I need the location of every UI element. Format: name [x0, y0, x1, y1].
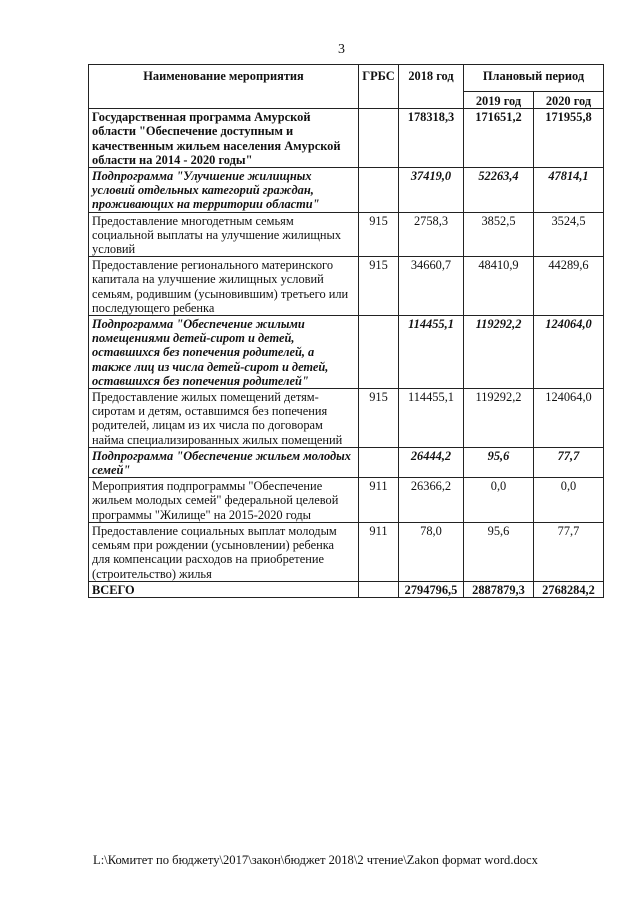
header-planned-period: Плановый период — [464, 65, 604, 92]
row-2020: 3524,5 — [534, 212, 604, 257]
total-2018: 2794796,5 — [399, 581, 464, 597]
row-2019: 119292,2 — [464, 389, 534, 448]
row-name: Подпрограмма "Обеспечение жильем молодых семей" — [89, 447, 359, 477]
budget-table — [88, 64, 604, 598]
row-grbs — [359, 109, 399, 168]
row-2019: 95,6 — [464, 447, 534, 477]
table-row — [89, 389, 604, 448]
total-label: ВСЕГО — [89, 581, 359, 597]
row-2018: 34660,7 — [399, 257, 464, 316]
row-2019: 3852,5 — [464, 212, 534, 257]
row-2020: 77,7 — [534, 447, 604, 477]
row-2020: 0,0 — [534, 478, 604, 523]
row-2019: 95,6 — [464, 522, 534, 581]
header-2018: 2018 год — [399, 65, 464, 109]
row-name: Мероприятия подпрограммы "Обеспечение жильем молодых семей" федеральной целевой программы "Жилище" на 2015-2020 годы — [89, 478, 359, 523]
row-2019: 52263,4 — [464, 168, 534, 213]
row-2018: 178318,3 — [399, 109, 464, 168]
header-2019: 2019 год — [464, 92, 534, 109]
header-name: Наименование мероприятия — [89, 65, 359, 109]
total-grbs — [359, 581, 399, 597]
row-grbs: 911 — [359, 478, 399, 523]
row-name: Предоставление социальных выплат молодым семьям при рождении (усыновлении) ребенка для компенсации расходов на приобретение (строительство) жилья — [89, 522, 359, 581]
row-grbs: 915 — [359, 212, 399, 257]
header-2020: 2020 год — [534, 92, 604, 109]
total-row — [89, 581, 604, 597]
row-2020: 171955,8 — [534, 109, 604, 168]
row-2018: 26444,2 — [399, 447, 464, 477]
table-row — [89, 257, 604, 316]
row-2018: 78,0 — [399, 522, 464, 581]
table-row — [89, 522, 604, 581]
page-number: 3 — [338, 42, 345, 57]
row-grbs — [359, 168, 399, 213]
row-2019: 48410,9 — [464, 257, 534, 316]
row-grbs: 911 — [359, 522, 399, 581]
header-grbs: ГРБС — [359, 65, 399, 109]
row-name: Предоставление жилых помещений детям-сиротам и детям, оставшимся без попечения родителей, лицам из их числа по договорам найма специализированных жилых помещений — [89, 389, 359, 448]
row-grbs — [359, 447, 399, 477]
row-2018: 37419,0 — [399, 168, 464, 213]
row-name: Подпрограмма "Обеспечение жилыми помещениями детей-сирот и детей, оставшихся без попечения родителей, а также лиц из числа детей-сирот и детей, оставшихся без попечения родителей" — [89, 316, 359, 389]
table-row — [89, 109, 604, 168]
total-2019: 2887879,3 — [464, 581, 534, 597]
row-name: Предоставление многодетным семьям социальной выплаты на улучшение жилищных условий — [89, 212, 359, 257]
row-2020: 47814,1 — [534, 168, 604, 213]
row-grbs: 915 — [359, 257, 399, 316]
row-name: Предоставление регионального материнского капитала на улучшение жилищных условий семьям, родившим (усыновившим) третьего или последующего ребенка — [89, 257, 359, 316]
row-grbs: 915 — [359, 389, 399, 448]
table-body — [89, 109, 604, 582]
table-row — [89, 212, 604, 257]
table-row — [89, 168, 604, 213]
footer-file-path: L:\Комитет по бюджету\2017\закон\бюджет 2018\2 чтение\Zakon формат word.docx — [93, 853, 538, 867]
table-row — [89, 478, 604, 523]
row-2019: 0,0 — [464, 478, 534, 523]
row-2018: 26366,2 — [399, 478, 464, 523]
row-name: Государственная программа Амурской области "Обеспечение доступным и качественным жильем населения Амурской области на 2014 - 2020 годы" — [89, 109, 359, 168]
row-2018: 114455,1 — [399, 389, 464, 448]
table-row — [89, 316, 604, 389]
row-grbs — [359, 316, 399, 389]
row-2020: 44289,6 — [534, 257, 604, 316]
row-2018: 114455,1 — [399, 316, 464, 389]
row-2018: 2758,3 — [399, 212, 464, 257]
row-2020: 124064,0 — [534, 316, 604, 389]
row-name: Подпрограмма "Улучшение жилищных условий отдельных категорий граждан, проживающих на территории области" — [89, 168, 359, 213]
row-2020: 124064,0 — [534, 389, 604, 448]
total-2020: 2768284,2 — [534, 581, 604, 597]
row-2020: 77,7 — [534, 522, 604, 581]
row-2019: 171651,2 — [464, 109, 534, 168]
row-2019: 119292,2 — [464, 316, 534, 389]
table-row — [89, 447, 604, 477]
